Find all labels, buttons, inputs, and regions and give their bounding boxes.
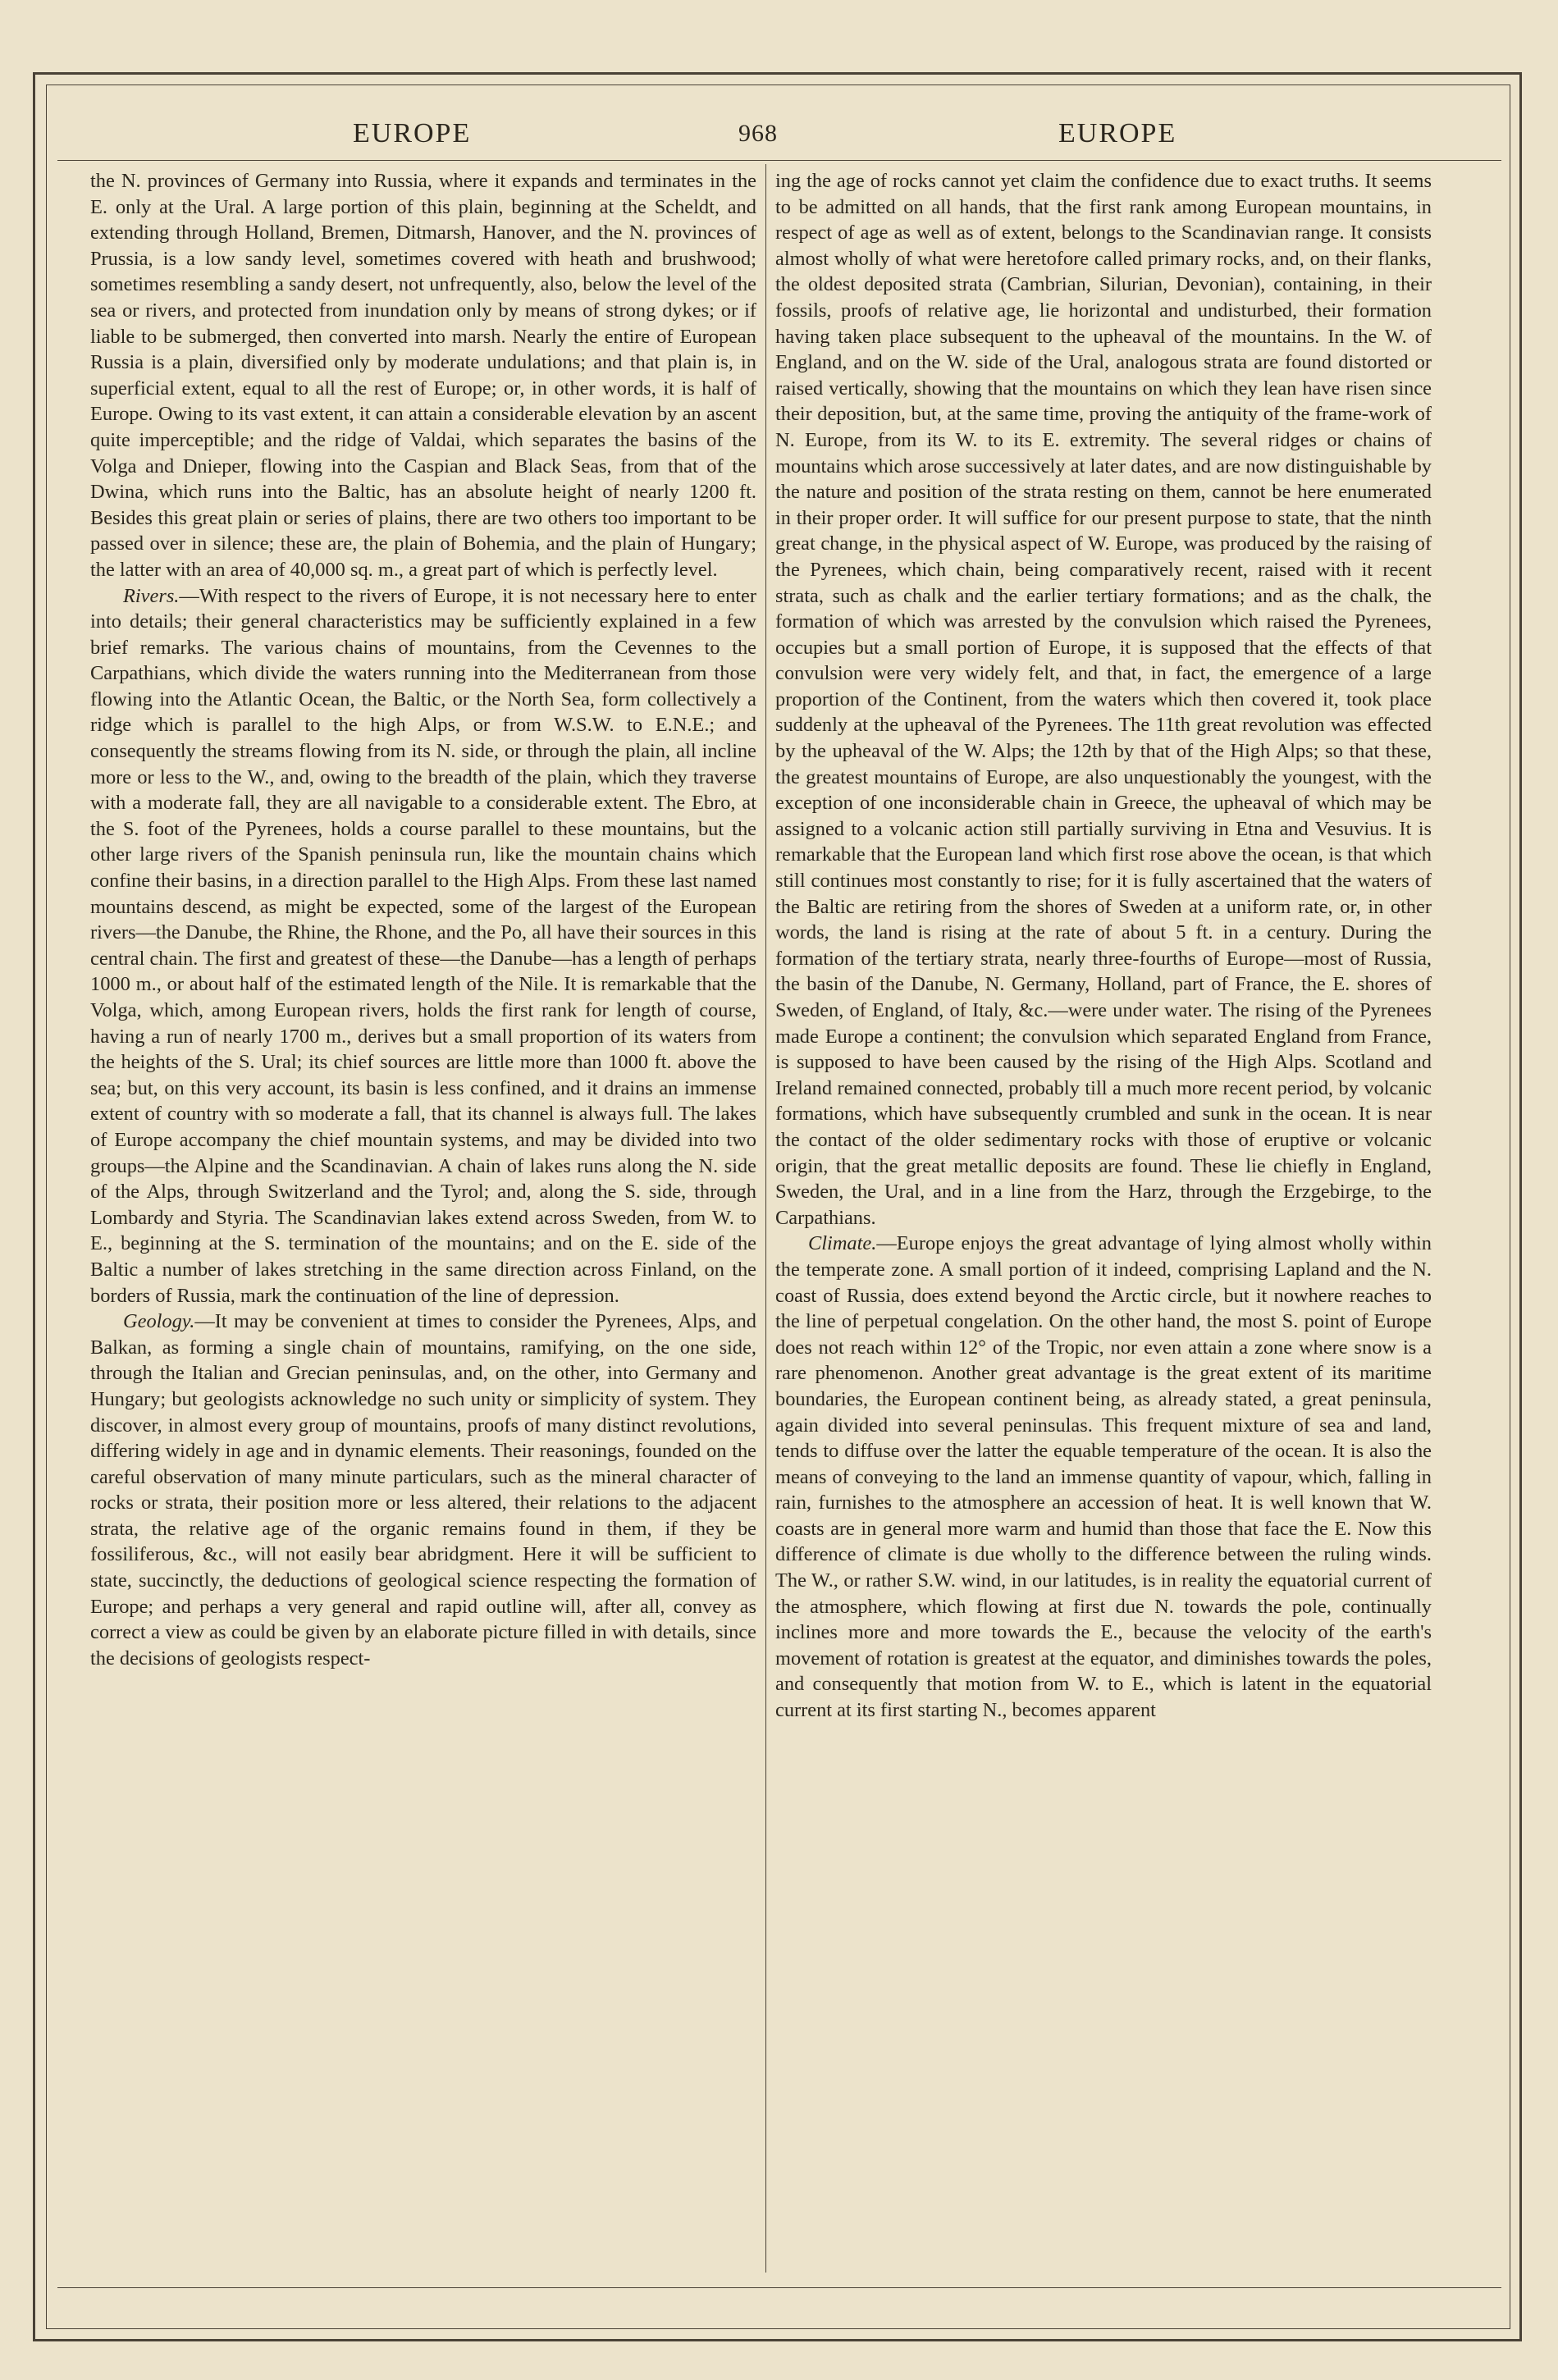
paragraph-rivers bbox=[90, 583, 756, 1309]
paragraph-climate bbox=[775, 1231, 1432, 1723]
header-rule bbox=[57, 160, 1501, 161]
column-divider bbox=[765, 164, 766, 2273]
geology-text: —It may be convenient at times to consider the Pyrenees, Alps, and Balkan, as forming a single chain of mountains, ramifying, on the one side, through the Italian and Grecian peninsulas, and, on the other, into Germany and Hungary; but geologists acknowledge no such unity or simplicity of system. They discover, in almost every group of mountains, proofs of many distinct revolutions, differing widely in age and in dynamic elements. Their reasonings, founded on the careful observation of many minute particulars, such as the mineral character of rocks or strata, their position more or less altered, their relations to the adjacent strata, the relative age of the organic remains found in them, if they be fossiliferous, &c., will not easily bear abridgment. Here it will be sufficient to state, succinctly, the deductions of geological science respecting the formation of Europe; and perhaps a very general and rapid outline will, after all, convey as correct a view as could be given by an elaborate picture filled in with details, since the decisions of geologists respect- bbox=[90, 1310, 756, 1670]
footer-rule bbox=[57, 2287, 1501, 2288]
page-number: 968 bbox=[738, 120, 778, 147]
paragraph-plains: the N. provinces of Germany into Russia, where it expands and terminates in the E. only at the Ural. A large portion of this plain, beginning at the Scheldt, and extending through Holland, Bremen, Ditmarsh, Hanover, and the N. provinces of Prussia, is a low sandy level, sometimes covered with heath and brushwood; sometimes resembling a sandy desert, not unfrequently, also, below the level of the sea or rivers, and protected from inundation only by means of strong dykes; or if liable to be submerged, then converted into marsh. Nearly the entire of European Russia is a plain, diversified only by moderate undulations; and that plain is, in superficial extent, equal to all the rest of Europe; or, in other words, it is half of Europe. Owing to its vast extent, it can attain a considerable elevation by an ascent quite imperceptible; and the ridge of Valdai, which separates the basins of the Volga and Dnieper, flowing into the Caspian and Black Seas, from that of the Dwina, which runs into the Baltic, has an absolute height of nearly 1200 ft. Besides this great plain or series of plains, there are two others too important to be passed over in silence; these are, the plain of Bohemia, and the plain of Hungary; the latter with an area of 40,000 sq. m., a great part of which is perfectly level. bbox=[90, 170, 756, 581]
right-column bbox=[775, 168, 1432, 2268]
section-heading-climate: Climate. bbox=[808, 1232, 877, 1255]
paragraph-geology-continued: ing the age of rocks cannot yet claim the confidence due to exact truths. It seems to be admitted on all hands, that the first rank among European mountains, in respect of age as well as of extent, belongs to the Scandinavian range. It consists almost wholly of what were heretofore called primary rocks, and, on their flanks, the oldest deposited strata (Cambrian, Silurian, Devonian), containing, in their fossils, proofs of relative age, lie horizontal and undisturbed, their formation having taken place subsequent to the upheaval of the mountains. In the W. of England, and on the W. side of the Ural, analogous strata are found distorted or raised vertically, showing that the mountains on which they lean have risen since their deposition, but, at the same time, proving the antiquity of the frame-work of N. Europe, from its W. to its E. extremity. The several ridges or chains of mountains which arose successively at later dates, and are now distinguishable by the nature and position of the strata resting on them, cannot be here enumerated in their proper order. It will suffice for our present purpose to state, that the ninth great change, in the physical aspect of W. Europe, was produced by the raising of the Pyrenees, which chain, being comparatively recent, raised with it recent strata, such as chalk and the earlier tertiary formations; and as the chalk, the formation of which was arrested by the convulsion which raised the Pyrenees, occupies but a small portion of Europe, it is supposed that the effects of that convulsion were very widely felt, and that, in fact, the emergence of a large proportion of the Continent, from the waters which then covered it, took place suddenly at the upheaval of the Pyrenees. The 11th great revolution was effected by the upheaval of the W. Alps; the 12th by that of the High Alps; so that these, the greatest mountains of Europe, are also unquestionably the youngest, with the exception of one inconsiderable chain in Greece, the upheaval of which may be assigned to a volcanic action still partially surviving in Etna and Vesuvius. It is remarkable that the European land which first rose above the ocean, is that which still continues most constantly to rise; for it is fully ascertained that the waters of the Baltic are retiring from the shores of Sweden at a uniform rate, or, in other words, the land is rising at the rate of about 5 ft. in a century. During the formation of the tertiary strata, nearly three-fourths of Europe—most of Russia, the basin of the Danube, N. Germany, Holland, part of France, the E. shores of Sweden, of England, of Italy, &c.—were under water. The rising of the Pyrenees made Europe a continent; the convulsion which separated England from France, is supposed to have been caused by the rising of the High Alps. Scotland and Ireland remained connected, probably till a much more recent period, by volcanic formations, which have subsequently crumbled and sunk in the ocean. It is near the contact of the older sedimentary rocks with those of eruptive or volcanic origin, that the great metallic deposits are found. These lie chiefly in England, Sweden, the Ural, and in a line from the Harz, through the Erzgebirge, to the Carpathians. bbox=[775, 170, 1432, 1229]
running-head-left: EUROPE bbox=[353, 118, 472, 148]
left-column bbox=[90, 168, 756, 2268]
rivers-text: —With respect to the rivers of Europe, it is not necessary here to enter into details; their general characteristics may be sufficiently explained in a few brief remarks. The various chains of mountains, from the Cevennes to the Carpathians, which divide the waters running into the Mediterranean from those flowing into the Atlantic Ocean, the Baltic, or the North Sea, form collectively a ridge which is parallel to the high Alps, or from W.S.W. to E.N.E.; and consequently the streams flowing from its N. side, or through the plain, all incline more or less to the W., and, owing to the breadth of the plain, which they traverse with a moderate fall, they are all navigable to a considerable extent. The Ebro, at the S. foot of the Pyrenees, holds a course parallel to these mountains, but the other large rivers of the Spanish peninsula run, like the mountain chains which confine their basins, in a direction parallel to the High Alps. From these last named mountains descend, as might be expected, some of the largest of the European rivers—the Danube, the Rhine, the Rhone, and the Po, all have their sources in this central chain. The first and greatest of these—the Danube—has a length of perhaps 1000 m., or about half of the estimated length of the Nile. It is remarkable that the Volga, which, among European rivers, holds the first rank for length of course, having a run of nearly 1700 m., derives but a small proportion of its waters from the heights of the S. Ural; its chief sources are little more than 1000 ft. above the sea; but, on this very account, its basin is less confined, and it drains an immense extent of country with so moderate a fall, that its channel is always full. The lakes of Europe accompany the chief mountain systems, and may be divided into two groups—the Alpine and the Scandinavian. A chain of lakes runs along the N. side of the Alps, through Switzerland and the Tyrol; and, along the S. side, through Lombardy and Styria. The Scandinavian lakes extend across Sweden, from W. to E., beginning at the S. termination of the mountains; and on the E. side of the Baltic a number of lakes stretching in the same direction across Finland, on the borders of Russia, mark the continuation of the line of depression. bbox=[90, 584, 756, 1307]
section-heading-geology: Geology. bbox=[123, 1310, 195, 1333]
running-head-right: EUROPE bbox=[1058, 118, 1177, 148]
climate-text: —Europe enjoys the great advantage of lying almost wholly within the temperate zone. A small portion of it indeed, comprising Lapland and the N. coast of Russia, does extend beyond the Arctic circle, but it nowhere reaches to the line of perpetual congelation. On the other hand, the most S. point of Europe does not reach within 12° of the Tropic, nor even attain a zone where snow is a rare phenomenon. Another great advantage is the great extent of its maritime boundaries, the European continent being, as already stated, a great peninsula, again divided into several peninsulas. This frequent mixture of sea and land, tends to diffuse over the latter the equable temperature of the ocean. It is also the means of conveying to the land an immense quantity of vapour, which, falling in rain, furnishes to the atmosphere an accession of heat. It is well known that W. coasts are in general more warm and humid than those that face the E. Now this difference of climate is due wholly to the difference between the ruling winds. The W., or rather S.W. wind, in our latitudes, is in reality the equatorial current of the atmosphere, which flowing at first due N. towards the pole, continually inclines more and more towards the E., because the velocity of the earth's movement of rotation is greatest at the equator, and diminishes towards the poles, and consequently that motion from W. to E., which is latent in the equatorial current at its first starting N., becomes apparent bbox=[775, 1232, 1432, 1722]
paragraph-geology bbox=[90, 1309, 756, 1671]
section-heading-rivers: Rivers. bbox=[123, 584, 180, 607]
